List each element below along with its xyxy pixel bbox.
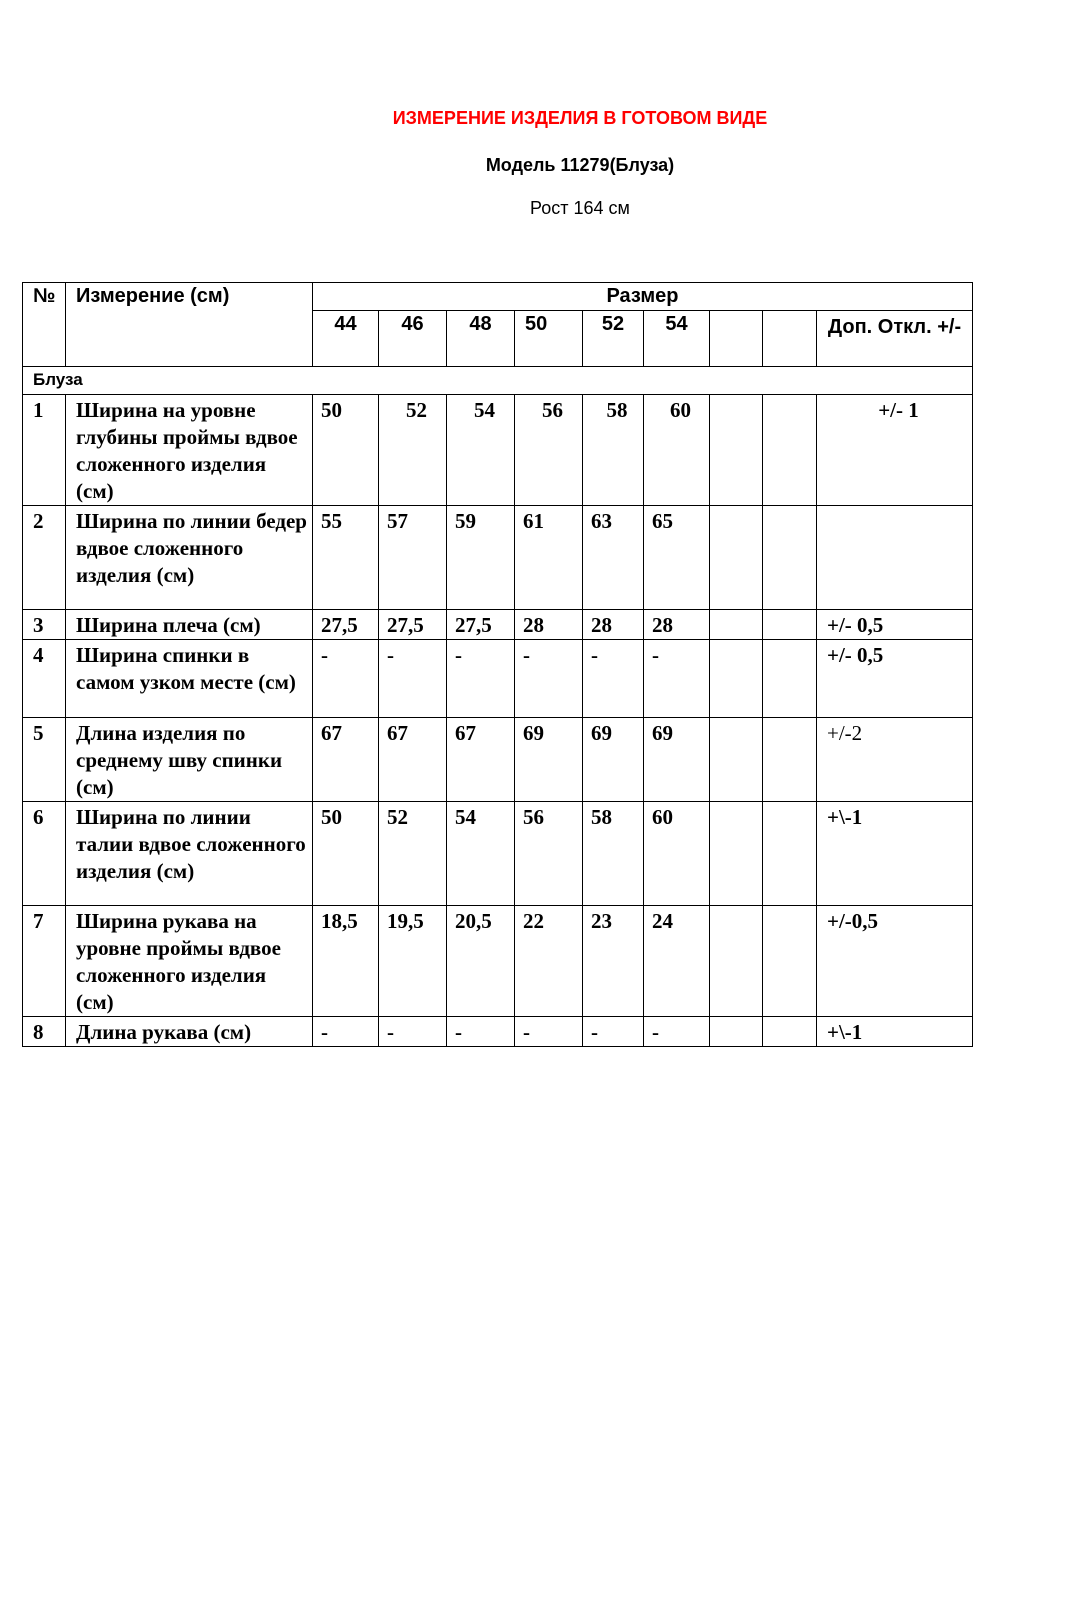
row-value: 67 [447,718,515,802]
empty-cell [763,802,817,906]
row-num: 4 [23,640,66,718]
size-col-48: 48 [447,311,515,367]
empty-cell [763,311,817,367]
size-col-46: 46 [379,311,447,367]
row-value: - [583,640,644,718]
table-row [23,506,973,610]
row-measure: Ширина спинки в самом узком месте (см) [66,640,313,718]
row-value: 52 [379,802,447,906]
header-tolerance: Доп. Откл. +/- [817,311,973,367]
row-tolerance: +/- 0,5 [817,610,973,640]
row-value: 56 [515,802,583,906]
row-value: 69 [515,718,583,802]
row-value: 28 [644,610,710,640]
row-value: 24 [644,906,710,1017]
row-value: - [313,640,379,718]
row-value: - [644,640,710,718]
size-col-54: 54 [644,311,710,367]
size-col-44: 44 [313,311,379,367]
row-num: 8 [23,1017,66,1047]
empty-cell [763,1017,817,1047]
row-value: 54 [447,395,515,506]
row-value: 22 [515,906,583,1017]
row-num: 3 [23,610,66,640]
row-value: - [447,1017,515,1047]
table-row [23,395,973,506]
row-measure: Длина рукава (см) [66,1017,313,1047]
row-value: - [583,1017,644,1047]
row-tolerance [817,506,973,610]
row-tolerance: +/- 0,5 [817,640,973,718]
table-row [23,718,973,802]
row-value: 67 [379,718,447,802]
row-value: 50 [313,395,379,506]
empty-cell [710,1017,763,1047]
row-value: 55 [313,506,379,610]
row-value: - [447,640,515,718]
header-size: Размер [313,283,973,311]
empty-cell [763,610,817,640]
table-row [23,802,973,906]
row-value: 18,5 [313,906,379,1017]
row-num: 5 [23,718,66,802]
row-value: 69 [644,718,710,802]
model-label: Модель 11279(Блуза) [485,155,675,175]
empty-cell [710,802,763,906]
table-row [23,640,973,718]
row-num: 7 [23,906,66,1017]
empty-cell [710,311,763,367]
table-row [23,906,973,1017]
row-value: 60 [644,802,710,906]
row-value: 28 [515,610,583,640]
row-measure: Длина изделия по среднему шву спинки (см) [66,718,313,802]
empty-cell [710,640,763,718]
row-measure: Ширина рукава на уровне проймы вдвое сложенного изделия (см) [66,906,313,1017]
section-label: Блуза [23,367,973,395]
empty-cell [763,395,817,506]
size-col-52: 52 [583,311,644,367]
row-value: - [644,1017,710,1047]
row-num: 1 [23,395,66,506]
row-value: - [379,1017,447,1047]
row-tolerance: +/- 1 [817,395,973,506]
row-measure: Ширина плеча (см) [66,610,313,640]
document-title: ИЗМЕРЕНИЕ ИЗДЕЛИЯ В ГОТОВОМ ВИДЕ [392,108,768,128]
empty-cell [763,718,817,802]
row-value: 67 [313,718,379,802]
row-value: 23 [583,906,644,1017]
row-tolerance: +/-0,5 [817,906,973,1017]
row-measure: Ширина по линии талии вдвое сложенного изделия (см) [66,802,313,906]
row-value: 27,5 [447,610,515,640]
row-value: - [379,640,447,718]
row-value: 60 [644,395,710,506]
row-value: 20,5 [447,906,515,1017]
empty-cell [710,506,763,610]
empty-cell [763,640,817,718]
empty-cell [710,718,763,802]
size-table [22,282,973,1047]
row-tolerance: +/-2 [817,718,973,802]
size-col-50: 50 [515,311,583,367]
row-value: 19,5 [379,906,447,1017]
row-value: 69 [583,718,644,802]
row-value: 58 [583,802,644,906]
empty-cell [710,906,763,1017]
row-num: 6 [23,802,66,906]
row-value: 50 [313,802,379,906]
row-value: 65 [644,506,710,610]
row-value: 59 [447,506,515,610]
row-num: 2 [23,506,66,610]
empty-cell [710,610,763,640]
header-measure: Измерение (см) [66,283,313,367]
row-measure: Ширина по линии бедер вдвое сложенного изделия (см) [66,506,313,610]
row-value: 54 [447,802,515,906]
row-value: 58 [583,395,644,506]
table-row [23,1017,973,1047]
row-value: 27,5 [379,610,447,640]
row-value: 27,5 [313,610,379,640]
row-tolerance: +\-1 [817,1017,973,1047]
empty-cell [763,906,817,1017]
row-measure: Ширина на уровне глубины проймы вдвое сложенного изделия (см) [66,395,313,506]
height-label: Рост 164 см [530,198,630,218]
row-value: - [515,640,583,718]
row-value: 52 [379,395,447,506]
row-value: - [515,1017,583,1047]
row-value: - [313,1017,379,1047]
empty-cell [763,506,817,610]
row-value: 56 [515,395,583,506]
row-value: 28 [583,610,644,640]
row-tolerance: +\-1 [817,802,973,906]
row-value: 57 [379,506,447,610]
empty-cell [710,395,763,506]
row-value: 61 [515,506,583,610]
header-num: № [23,283,66,367]
table-row [23,610,973,640]
row-value: 63 [583,506,644,610]
